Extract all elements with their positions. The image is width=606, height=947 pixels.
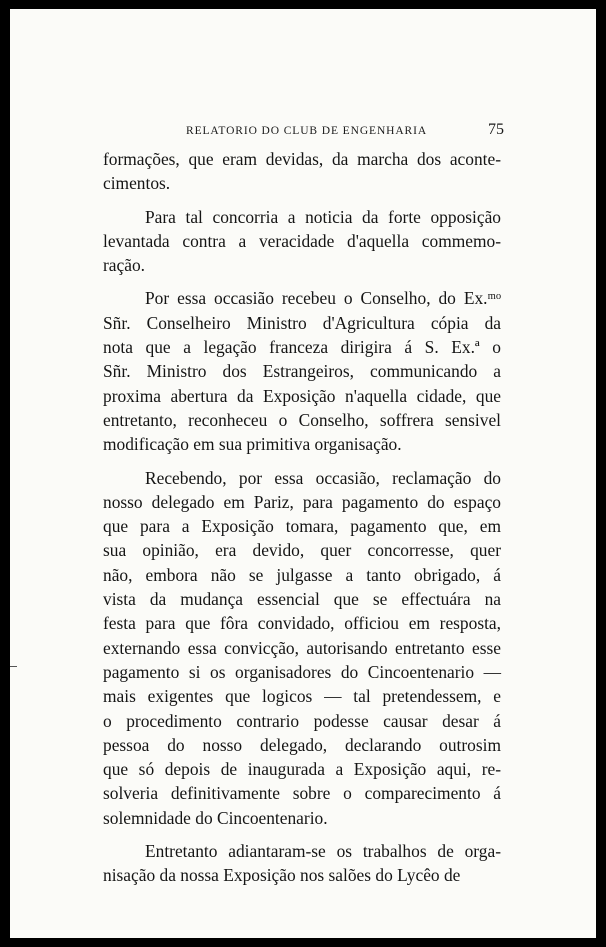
text-line: o procedimento contrario podesse causar desar á	[103, 710, 501, 731]
body-text	[103, 147, 501, 897]
book-page	[10, 9, 596, 938]
text-line: levantada contra a veracidade d'aquella commemo-	[103, 230, 501, 251]
text-line: formações, que eram devidas, da marcha dos aconte-	[103, 149, 501, 169]
running-head	[10, 121, 596, 145]
text-line: festa para que fôra convidado, officiou em resposta,	[103, 613, 501, 634]
paragraph	[103, 147, 501, 196]
text-line: que para a Exposição tomara, pagamento que, em	[103, 516, 501, 537]
text-line: Sñr. Ministro dos Estrangeiros, communicando a	[103, 361, 501, 382]
running-title: RELATORIO DO CLUB DE ENGENHARIA	[186, 125, 428, 137]
text-line: externando essa convicção, autorisando entretanto esse	[103, 637, 501, 658]
text-line: nosso delegado em Pariz, para pagamento do espaço	[103, 491, 501, 512]
text-line: mais exigentes que logicos — tal pretendessem, e	[103, 686, 501, 707]
paragraph	[103, 839, 501, 888]
text-line: cimentos.	[103, 173, 171, 194]
text-line: proxima abertura da Exposição n'aquella cidade, que	[103, 385, 501, 406]
text-line: Entretanto adiantaram-se os trabalhos de orga-	[145, 841, 501, 862]
text-line: ração.	[103, 255, 145, 276]
page-number: 75	[488, 121, 504, 138]
text-line: Para tal concorria a noticia da forte opposição	[145, 206, 501, 227]
text-line: vista da mudança essencial que se effectuára na	[103, 589, 501, 610]
text-line: sua opinião, era devido, quer concorresse, quer	[103, 540, 501, 561]
text-line: pessoa do nosso delegado, declarando outrosim	[103, 734, 501, 755]
text-line: nisação da nossa Exposição nos salões do Lycêo de	[103, 865, 461, 886]
text-line: que só depois de inaugurada a Exposição aqui, re-	[103, 759, 501, 780]
text-line: solveria definitivamente sobre o comparecimento á	[103, 783, 501, 804]
text-line: solemnidade do Cincoentenario.	[103, 807, 328, 828]
paragraph	[103, 466, 501, 830]
text-line: Por essa occasião recebeu o Conselho, do Ex.ᵐᵒ	[145, 288, 501, 309]
text-line: Recebendo, por essa occasião, reclamação do	[145, 467, 501, 488]
text-line: não, embora não se julgasse a tanto obrigado, á	[103, 564, 501, 585]
text-line: nota que a legação franceza dirigira á S. Ex.ª o	[103, 337, 501, 358]
paragraph	[103, 286, 501, 456]
text-line: pagamento si os organisadores do Cincoentenario —	[103, 661, 501, 682]
text-line: Sñr. Conselheiro Ministro d'Agricultura cópia da	[103, 312, 501, 333]
margin-mark	[10, 666, 17, 667]
paragraph	[103, 205, 501, 278]
text-line: entretanto, reconheceu o Conselho, soffrera sensivel	[103, 409, 501, 430]
text-line: modificação em sua primitiva organisação.	[103, 434, 402, 455]
